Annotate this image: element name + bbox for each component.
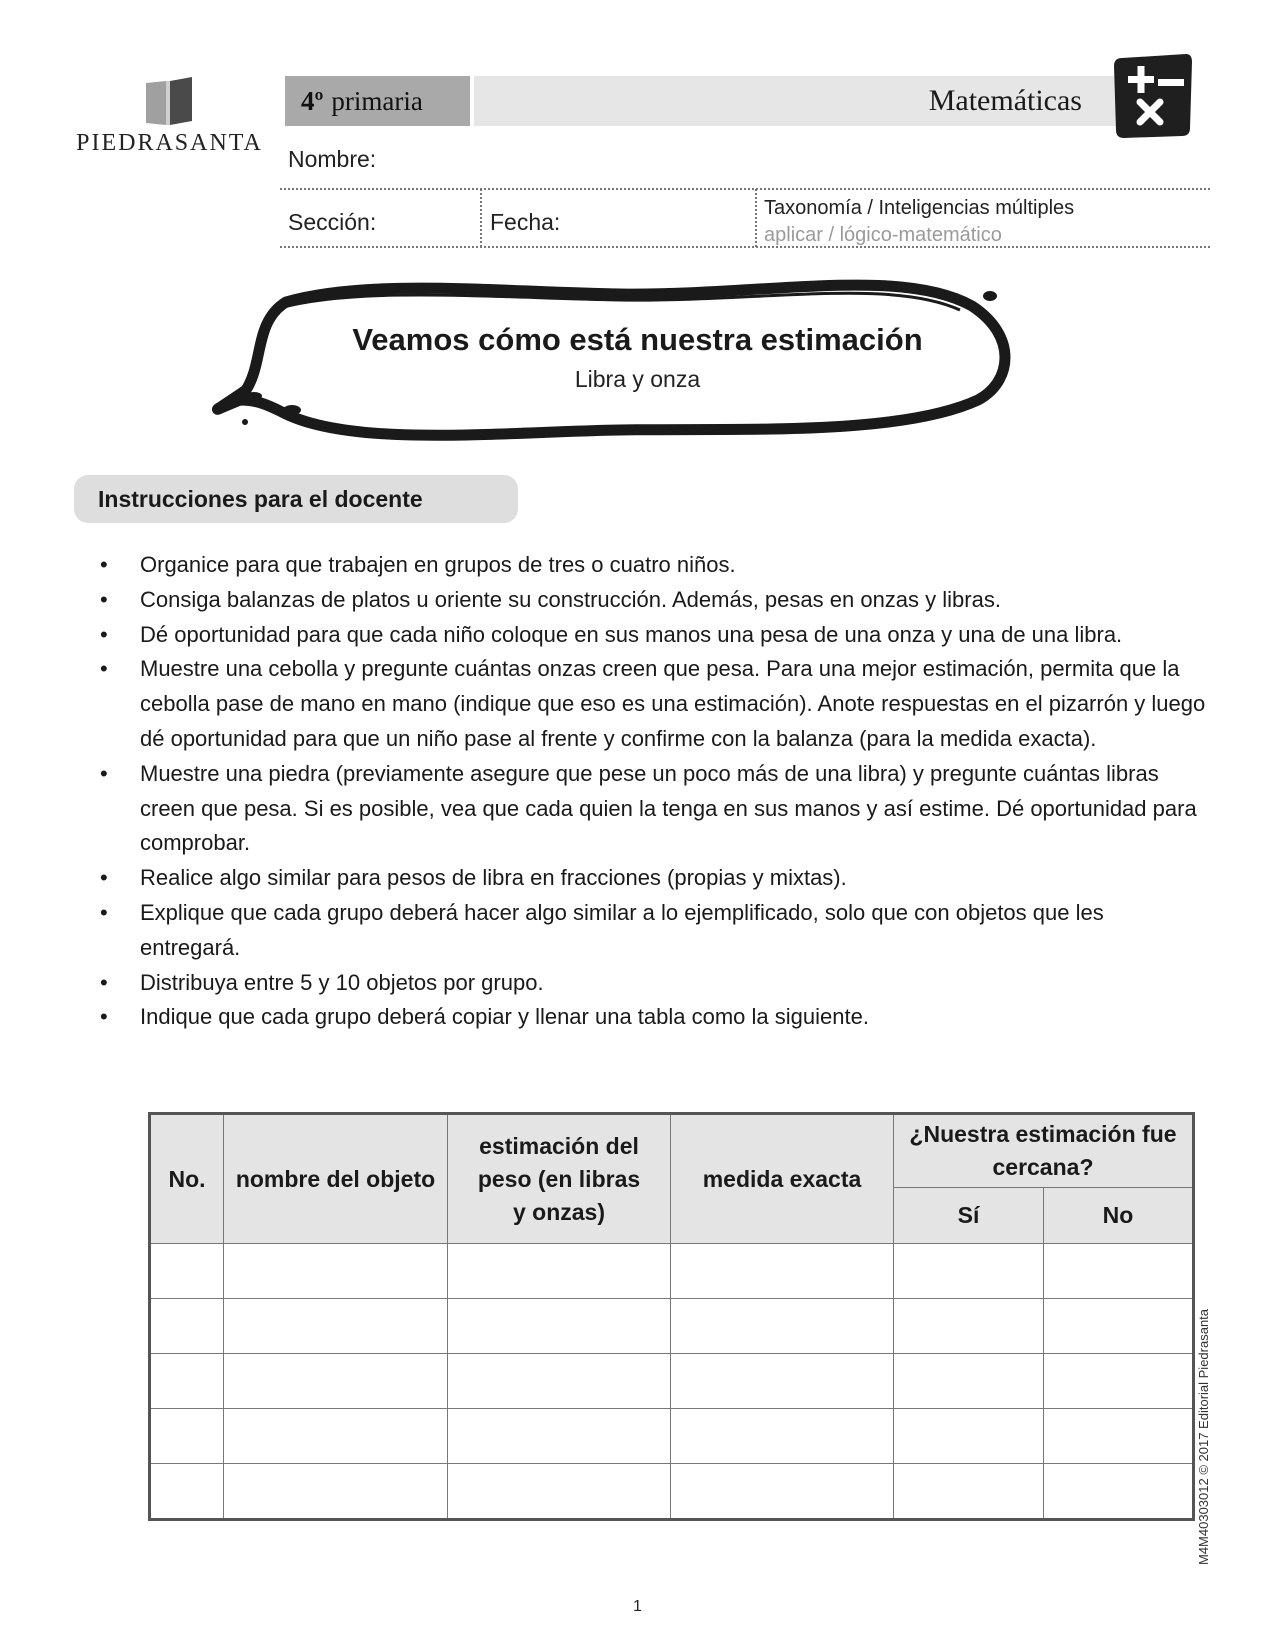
column-header-estimate: estimación del peso (en libras y onzas) bbox=[448, 1114, 671, 1244]
list-item: • Consiga balanzas de platos u oriente su construcción. Además, pesas en onzas y libras. bbox=[100, 583, 1210, 618]
column-header-no: No bbox=[1044, 1188, 1194, 1244]
taxonomy-value: aplicar / lógico-matemático bbox=[764, 224, 1002, 246]
table-cell[interactable] bbox=[671, 1244, 894, 1299]
table-cell[interactable] bbox=[1044, 1409, 1194, 1464]
divider bbox=[280, 188, 1210, 190]
instructions-list bbox=[100, 548, 1210, 1035]
worksheet-subtitle: Libra y onza bbox=[574, 366, 701, 392]
copyright-note: M4M40303012 © 2017 Editorial Piedrasanta bbox=[1196, 1308, 1211, 1565]
section-label: Sección: bbox=[288, 209, 377, 235]
subject-title: Matemáticas bbox=[928, 84, 1082, 117]
table-cell[interactable] bbox=[671, 1354, 894, 1409]
divider bbox=[755, 189, 757, 247]
page-number: 1 bbox=[633, 1598, 642, 1615]
table-cell[interactable] bbox=[894, 1409, 1044, 1464]
list-item: • Realice algo similar para pesos de libra en fracciones (propias y mixtas). bbox=[100, 861, 1210, 896]
table-cell[interactable] bbox=[224, 1299, 448, 1354]
table-cell[interactable] bbox=[671, 1409, 894, 1464]
table-cell[interactable] bbox=[224, 1409, 448, 1464]
worksheet-title: Veamos cómo está nuestra estimación bbox=[352, 322, 923, 357]
table-cell[interactable] bbox=[448, 1409, 671, 1464]
table-body bbox=[150, 1244, 1194, 1520]
title-speech-bubble bbox=[200, 272, 1040, 452]
table-cell[interactable] bbox=[894, 1299, 1044, 1354]
estimation-table bbox=[148, 1112, 1195, 1521]
table-cell[interactable] bbox=[1044, 1354, 1194, 1409]
table-cell[interactable] bbox=[150, 1409, 224, 1464]
table-cell[interactable] bbox=[150, 1354, 224, 1409]
list-item: • Muestre una piedra (previamente asegure que pese un poco más de una libra) y pregunte cuántas libras creen que pesa. Si es posible, vea que cada quien la tenga en sus manos y así estime. Dé oportunidad para comprobar. bbox=[100, 757, 1210, 861]
column-header-was-close: ¿Nuestra estimación fue cercana? bbox=[894, 1114, 1194, 1188]
table-row bbox=[150, 1409, 1194, 1464]
table-cell[interactable] bbox=[448, 1299, 671, 1354]
divider bbox=[280, 246, 1210, 248]
table-cell[interactable] bbox=[150, 1244, 224, 1299]
column-header-exact-measure: medida exacta bbox=[671, 1114, 894, 1244]
column-header-object-name: nombre del objeto bbox=[224, 1114, 448, 1244]
table-cell[interactable] bbox=[448, 1464, 671, 1520]
table-cell[interactable] bbox=[448, 1354, 671, 1409]
publisher-name: PIEDRASANTA bbox=[76, 130, 263, 156]
list-item: • Muestre una cebolla y pregunte cuántas onzas creen que pesa. Para una mejor estimación, permita que la cebolla pase de mano en mano (indique que eso es una estimación). Anote respuestas en el pizarrón y luego dé oportunidad para que un niño pase al frente y confirme con la balanza (para la medida exacta). bbox=[100, 652, 1210, 756]
instructions-heading bbox=[74, 475, 518, 523]
table-cell[interactable] bbox=[671, 1299, 894, 1354]
table-cell[interactable] bbox=[1044, 1464, 1194, 1520]
table-cell[interactable] bbox=[150, 1299, 224, 1354]
grade-level: primaria bbox=[331, 85, 423, 116]
table-row bbox=[150, 1464, 1194, 1520]
grade-label bbox=[285, 76, 470, 126]
list-item: • Distribuya entre 5 y 10 objetos por grupo. bbox=[100, 966, 1210, 1001]
table-cell[interactable] bbox=[224, 1464, 448, 1520]
name-label: Nombre: bbox=[288, 146, 377, 172]
list-item: • Organice para que trabajen en grupos de tres o cuatro niños. bbox=[100, 548, 1210, 583]
table-cell[interactable] bbox=[448, 1244, 671, 1299]
table-row bbox=[150, 1354, 1194, 1409]
column-header-number: No. bbox=[150, 1114, 224, 1244]
divider bbox=[480, 189, 482, 247]
table-cell[interactable] bbox=[671, 1464, 894, 1520]
date-label: Fecha: bbox=[490, 209, 561, 235]
table-row bbox=[150, 1299, 1194, 1354]
column-header-yes: Sí bbox=[894, 1188, 1044, 1244]
table-cell[interactable] bbox=[150, 1464, 224, 1520]
taxonomy-label: Taxonomía / Inteligencias múltiples bbox=[764, 197, 1075, 219]
table-cell[interactable] bbox=[224, 1354, 448, 1409]
table-cell[interactable] bbox=[1044, 1244, 1194, 1299]
table-cell[interactable] bbox=[894, 1464, 1044, 1520]
table-row bbox=[150, 1244, 1194, 1299]
table-cell[interactable] bbox=[1044, 1299, 1194, 1354]
book-logo-icon bbox=[144, 75, 194, 127]
list-item: • Dé oportunidad para que cada niño coloque en sus manos una pesa de una onza y una de una libra. bbox=[100, 618, 1210, 653]
list-item: • Indique que cada grupo deberá copiar y llenar una tabla como la siguiente. bbox=[100, 1000, 1210, 1035]
table-cell[interactable] bbox=[894, 1244, 1044, 1299]
publisher-logo bbox=[72, 75, 267, 165]
math-operations-icon bbox=[1114, 54, 1192, 138]
table-cell[interactable] bbox=[894, 1354, 1044, 1409]
grade-number: 4º bbox=[301, 85, 324, 116]
table-cell[interactable] bbox=[224, 1244, 448, 1299]
instructions-heading-text: Instrucciones para el docente bbox=[98, 485, 423, 512]
list-item: • Explique que cada grupo deberá hacer algo similar a lo ejemplificado, solo que con objetos que les entregará. bbox=[100, 896, 1210, 966]
subject-band bbox=[474, 76, 1124, 126]
